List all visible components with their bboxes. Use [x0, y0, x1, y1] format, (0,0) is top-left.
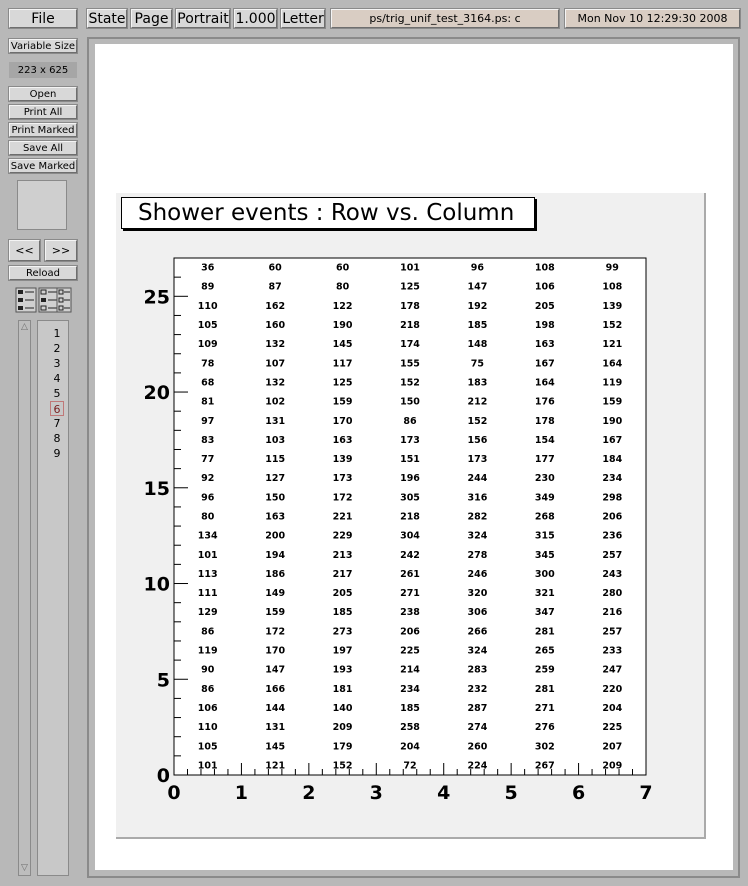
cell-value: 197 [332, 645, 353, 657]
cell-value: 178 [400, 300, 420, 312]
cell-value: 86 [201, 683, 215, 695]
cell-value: 178 [534, 415, 555, 427]
x-tick-label: 3 [369, 782, 383, 804]
cell-value: 273 [332, 626, 353, 638]
cell-value: 321 [534, 588, 555, 600]
cell-value: 148 [467, 339, 488, 351]
cell-value: 305 [400, 492, 420, 504]
cell-value: 92 [201, 473, 215, 485]
cell-value: 139 [332, 454, 353, 466]
cell-value: 105 [197, 320, 218, 332]
cell-value: 162 [265, 300, 286, 312]
cell-value: 265 [534, 645, 555, 657]
cell-value: 204 [602, 702, 623, 714]
cell-value: 282 [467, 511, 488, 523]
cell-value: 160 [265, 320, 286, 332]
cell-value: 174 [400, 339, 420, 351]
cell-value: 257 [602, 626, 623, 638]
cell-value: 238 [400, 607, 420, 619]
file-menu-button[interactable]: File [9, 9, 77, 28]
cell-value: 267 [534, 760, 555, 772]
cell-value: 196 [400, 473, 420, 485]
page-list-item[interactable]: 4 [53, 372, 61, 385]
cell-value: 122 [332, 300, 353, 312]
cell-value: 349 [534, 492, 555, 504]
cell-value: 115 [265, 454, 286, 466]
cell-value: 167 [534, 358, 555, 370]
cell-value: 242 [400, 549, 420, 561]
cell-value: 209 [332, 722, 353, 734]
x-tick-label: 6 [571, 782, 586, 804]
cell-value: 140 [332, 702, 353, 714]
cell-value: 106 [197, 702, 218, 714]
y-tick-label: 10 [143, 573, 170, 596]
state-button[interactable]: State [88, 10, 126, 27]
cell-value: 243 [602, 568, 623, 580]
variable-size-button[interactable]: Variable Size [10, 40, 76, 52]
cell-value: 271 [400, 588, 420, 600]
cell-value: 246 [467, 568, 488, 580]
cell-value: 274 [467, 722, 488, 734]
cell-value: 89 [201, 281, 215, 293]
cell-value: 113 [197, 568, 218, 580]
cell-value: 206 [400, 626, 420, 638]
cell-value: 108 [534, 262, 555, 274]
cell-value: 304 [400, 530, 420, 542]
cell-value: 209 [602, 760, 623, 772]
x-tick-label: 0 [167, 782, 181, 804]
cell-value: 101 [197, 549, 218, 561]
cell-value: 166 [265, 683, 286, 695]
cell-value: 86 [403, 415, 417, 427]
print-all-button[interactable]: Print All [9, 105, 77, 119]
cell-value: 186 [265, 568, 286, 580]
open-button[interactable]: Open [9, 87, 77, 101]
cell-value: 163 [332, 434, 353, 446]
cell-value: 185 [332, 607, 353, 619]
cell-value: 276 [534, 722, 555, 734]
cell-value: 80 [335, 281, 350, 293]
prev-page-button[interactable]: << [9, 240, 40, 261]
cell-value: 107 [265, 358, 286, 370]
cell-value: 131 [265, 722, 286, 734]
cell-value: 134 [197, 530, 218, 542]
cell-value: 287 [467, 702, 488, 714]
cell-value: 102 [265, 396, 286, 408]
cell-value: 173 [467, 454, 488, 466]
cell-value: 324 [467, 530, 488, 542]
cell-value: 159 [602, 396, 623, 408]
cell-value: 257 [602, 549, 623, 561]
cell-value: 132 [265, 339, 286, 351]
cell-value: 96 [470, 262, 485, 274]
reload-button[interactable]: Reload [9, 266, 77, 280]
cell-value: 131 [265, 415, 286, 427]
save-all-button[interactable]: Save All [9, 141, 77, 155]
cell-value: 185 [467, 320, 488, 332]
cell-value: 150 [400, 396, 420, 408]
cell-value: 193 [332, 664, 353, 676]
page-list-item[interactable]: 8 [53, 432, 61, 445]
cell-value: 87 [268, 281, 282, 293]
cell-value: 105 [197, 741, 218, 753]
cell-value: 81 [201, 396, 215, 408]
cell-value: 244 [467, 473, 488, 485]
cell-value: 347 [534, 607, 555, 619]
cell-value: 106 [534, 281, 555, 293]
cell-value: 190 [602, 415, 623, 427]
cell-value: 278 [467, 549, 488, 561]
cell-value: 183 [467, 377, 488, 389]
cell-value: 192 [467, 300, 488, 312]
cell-value: 206 [602, 511, 623, 523]
x-tick-label: 1 [234, 782, 249, 804]
cell-value: 172 [265, 626, 286, 638]
cell-value: 60 [335, 262, 350, 274]
cell-value: 177 [534, 454, 555, 466]
cell-value: 247 [602, 664, 623, 676]
cell-value: 99 [605, 262, 619, 274]
cell-value: 207 [602, 741, 623, 753]
cell-value: 185 [400, 702, 420, 714]
cell-value: 90 [201, 664, 215, 676]
filename-field: ps/trig_unif_test_3164.ps: c [331, 9, 559, 28]
cell-value: 173 [332, 473, 353, 485]
cell-value: 230 [534, 473, 555, 485]
cell-value: 181 [332, 683, 353, 695]
scroll-down-icon[interactable]: ▽ [21, 863, 28, 873]
cell-value: 217 [332, 568, 353, 580]
cell-value: 77 [201, 454, 215, 466]
cell-value: 258 [400, 722, 420, 734]
cell-value: 194 [265, 549, 286, 561]
cell-value: 154 [534, 434, 555, 446]
cell-value: 155 [400, 358, 420, 370]
cell-value: 184 [602, 454, 623, 466]
cell-value: 163 [534, 339, 555, 351]
cell-value: 345 [534, 549, 555, 561]
cell-value: 170 [332, 415, 353, 427]
cell-value: 179 [332, 741, 353, 753]
page-list-item[interactable]: 3 [53, 357, 61, 370]
cell-value: 60 [268, 262, 282, 274]
cell-value: 298 [602, 492, 623, 504]
cell-value: 110 [197, 722, 218, 734]
cell-value: 233 [602, 645, 623, 657]
cell-value: 103 [265, 434, 286, 446]
cell-value: 119 [602, 377, 623, 389]
cell-value: 220 [602, 683, 623, 695]
cell-value: 268 [534, 511, 555, 523]
cell-value: 281 [534, 626, 555, 638]
cell-value: 167 [602, 434, 623, 446]
cell-value: 152 [332, 760, 353, 772]
cell-value: 261 [400, 568, 420, 580]
cell-value: 214 [400, 664, 420, 676]
cell-value: 280 [602, 588, 623, 600]
cell-value: 324 [467, 645, 488, 657]
cell-value: 236 [602, 530, 623, 542]
cell-value: 306 [467, 607, 488, 619]
cell-value: 315 [534, 530, 555, 542]
cell-value: 96 [201, 492, 215, 504]
page-list-item[interactable]: 2 [53, 342, 61, 355]
cell-value: 111 [197, 588, 218, 600]
cell-value: 86 [201, 626, 215, 638]
cell-value: 139 [602, 300, 623, 312]
cell-value: 125 [332, 377, 353, 389]
cell-value: 119 [197, 645, 218, 657]
cell-value: 144 [265, 702, 286, 714]
print-marked-button[interactable]: Print Marked [9, 123, 77, 137]
cell-value: 152 [400, 377, 420, 389]
next-page-button[interactable]: >> [45, 240, 77, 261]
cell-value: 198 [534, 320, 555, 332]
cell-value: 205 [332, 588, 353, 600]
cell-value: 316 [467, 492, 488, 504]
cell-value: 283 [467, 664, 488, 676]
cell-value: 234 [602, 473, 623, 485]
cell-value: 127 [265, 473, 286, 485]
y-tick-label: 25 [143, 286, 170, 309]
cell-value: 117 [332, 358, 353, 370]
zoom-button[interactable]: 1.000 [235, 10, 276, 27]
x-tick-label: 4 [437, 782, 451, 804]
orientation-button[interactable]: Portrait [177, 10, 229, 27]
cell-value: 72 [403, 760, 417, 772]
cell-value: 221 [332, 511, 353, 523]
cell-value: 80 [201, 511, 215, 523]
x-tick-label: 2 [302, 782, 316, 804]
cell-value: 212 [467, 396, 488, 408]
cell-value: 132 [265, 377, 286, 389]
chart-title: Shower events : Row vs. Column [121, 197, 535, 229]
cell-value: 147 [467, 281, 488, 293]
cell-value: 145 [332, 339, 353, 351]
y-tick-label: 20 [143, 382, 170, 405]
cell-value: 110 [197, 300, 218, 312]
cell-value: 224 [467, 760, 488, 772]
cell-value: 173 [400, 434, 420, 446]
cell-value: 78 [201, 358, 215, 370]
cell-value: 218 [400, 320, 420, 332]
x-tick-label: 7 [639, 782, 653, 804]
y-tick-label: 15 [143, 477, 170, 500]
cell-value: 259 [534, 664, 555, 676]
page-list-item[interactable]: 7 [53, 417, 61, 430]
cell-value: 121 [265, 760, 286, 772]
x-tick-label: 5 [504, 782, 518, 804]
y-tick-label: 5 [156, 669, 170, 692]
cell-value: 150 [265, 492, 286, 504]
page-list-item[interactable]: 6 [50, 401, 64, 416]
cell-value: 163 [265, 511, 286, 523]
cell-value: 232 [467, 683, 488, 695]
cell-value: 75 [470, 358, 485, 370]
cell-value: 234 [400, 683, 420, 695]
cell-value: 170 [265, 645, 286, 657]
cell-value: 300 [534, 568, 555, 580]
page-list-item[interactable]: 5 [53, 387, 61, 400]
cell-value: 159 [332, 396, 353, 408]
cell-value: 213 [332, 549, 353, 561]
cell-value: 145 [265, 741, 286, 753]
cell-value: 147 [265, 664, 286, 676]
cell-value: 83 [201, 434, 215, 446]
cell-value: 266 [467, 626, 488, 638]
cell-value: 129 [197, 607, 218, 619]
cell-value: 152 [467, 415, 488, 427]
cell-value: 121 [602, 339, 623, 351]
page-list-item[interactable]: 9 [53, 447, 61, 460]
cell-value: 68 [201, 377, 215, 389]
size-label: 223 x 625 [9, 62, 77, 78]
cell-value: 218 [400, 511, 420, 523]
cell-value: 101 [197, 760, 218, 772]
cell-value: 200 [265, 530, 286, 542]
cell-value: 204 [400, 741, 420, 753]
cell-value: 152 [602, 320, 623, 332]
cell-value: 271 [534, 702, 555, 714]
cell-value: 216 [602, 607, 623, 619]
cell-value: 164 [534, 377, 555, 389]
cell-value: 281 [534, 683, 555, 695]
cell-value: 109 [197, 339, 218, 351]
cell-value: 97 [201, 415, 215, 427]
page-list-item[interactable]: 1 [53, 327, 61, 340]
datetime-field: Mon Nov 10 12:29:30 2008 [565, 9, 740, 28]
y-tick-label: 0 [156, 765, 170, 787]
cell-value: 229 [332, 530, 353, 542]
cell-value: 36 [201, 262, 215, 274]
scroll-up-icon[interactable]: △ [21, 322, 28, 332]
cell-value: 172 [332, 492, 353, 504]
cell-value: 190 [332, 320, 353, 332]
cell-value: 159 [265, 607, 286, 619]
cell-value: 225 [602, 722, 623, 734]
cell-value: 320 [467, 588, 488, 600]
cell-value: 225 [400, 645, 420, 657]
cell-value: 108 [602, 281, 623, 293]
cell-value: 101 [400, 262, 420, 274]
cell-value: 302 [534, 741, 555, 753]
cell-value: 205 [534, 300, 555, 312]
cell-value: 176 [534, 396, 555, 408]
page-button[interactable]: Page [131, 9, 172, 28]
cell-value: 156 [467, 434, 488, 446]
cell-value: 164 [602, 358, 623, 370]
cell-value: 149 [265, 588, 286, 600]
save-marked-button[interactable]: Save Marked [10, 160, 76, 172]
paper-size-button[interactable]: Letter [282, 10, 324, 27]
cell-value: 260 [467, 741, 488, 753]
cell-value: 151 [400, 454, 420, 466]
cell-value: 125 [400, 281, 420, 293]
